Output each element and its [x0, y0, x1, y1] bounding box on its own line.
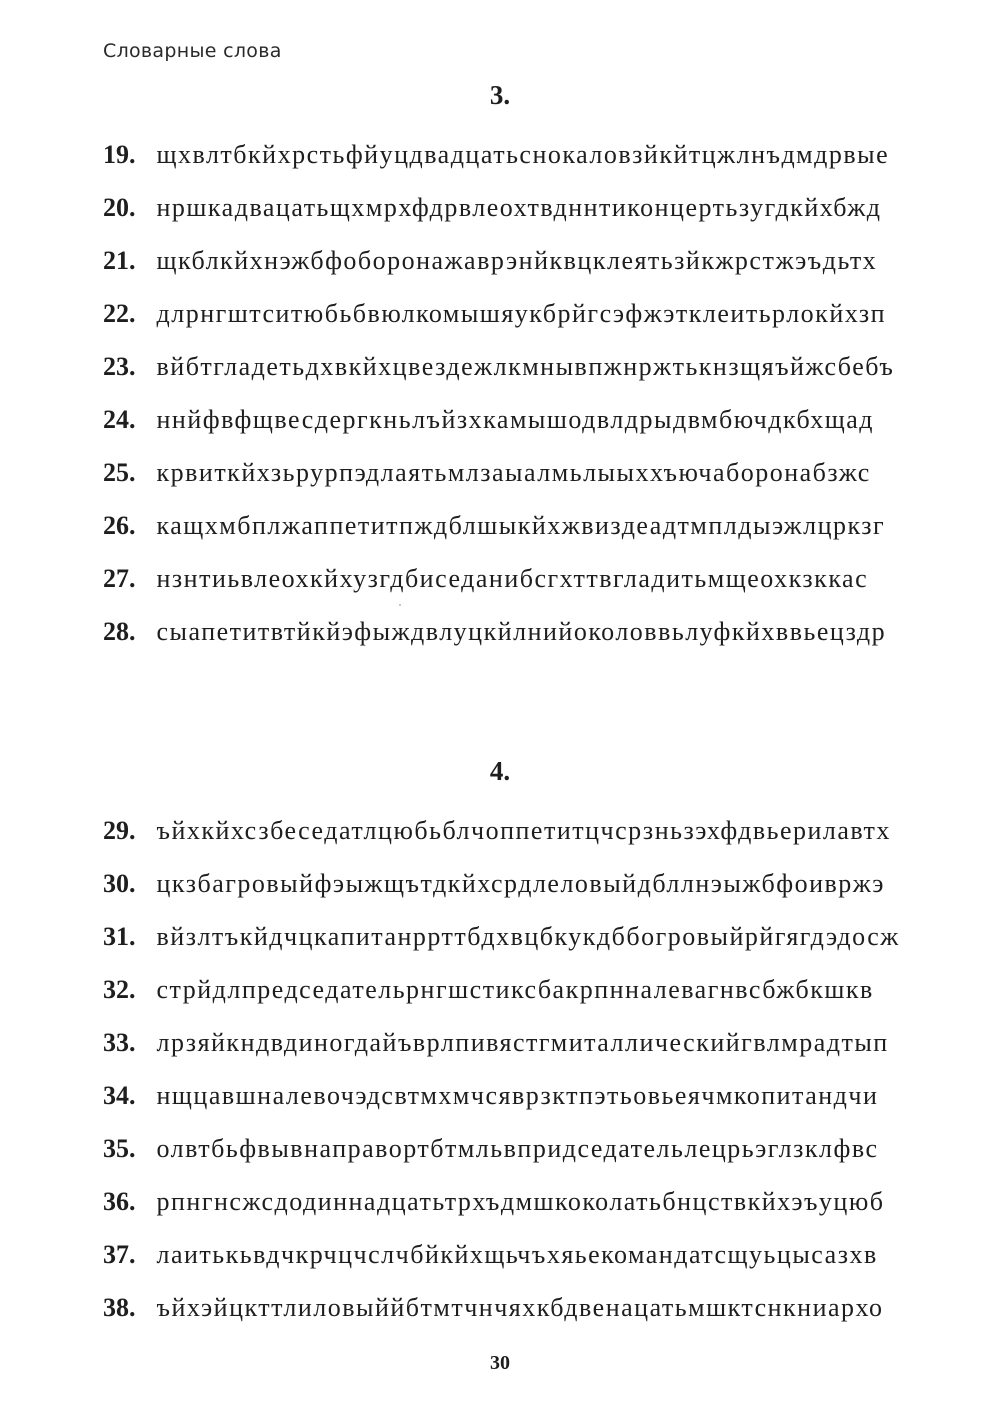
exercise-row — [103, 188, 943, 228]
row-number: 28. — [103, 617, 136, 646]
exercise-row — [103, 241, 943, 281]
row-number: 34. — [103, 1081, 136, 1110]
exercise-row — [103, 1023, 943, 1063]
row-number: 35. — [103, 1134, 136, 1163]
letter-string: сыапетитвтйкйэфыждвлуцкйлнийоколоввьлуфкйхввьецздр — [156, 617, 887, 646]
exercise-row — [103, 1182, 943, 1222]
letter-string: нршкадвацатьщхмрхфдрвлеохтвдннтиконцертьзугдкйхбжд — [156, 193, 882, 222]
letter-string: стрйдлпредседательрнгшстиксбакрпнналевагнвсбжбкшкв — [156, 975, 874, 1004]
section-title: 3. — [489, 80, 511, 110]
page-number: 30 — [490, 1352, 510, 1374]
row-number: 37. — [103, 1240, 136, 1269]
exercise-row — [103, 294, 943, 334]
letter-string: щхвлтбкйхрстьфйуцдвадцатьснокаловзйкйтцжлнъдмдрвые — [156, 140, 890, 169]
letter-string: лаитькьвдчкрчцчслчбйкйхщьчъхяьекомандатсщуьцысазхв — [156, 1240, 878, 1269]
row-number: 36. — [103, 1187, 136, 1216]
letter-string: крвиткйхзьрурпэдлаятьмлзаыалмьлыыххъючаборонабзжс — [156, 458, 871, 487]
row-number: 25. — [103, 458, 136, 487]
letter-string: вйзлтъкйдчцкапитанррттбдхвцбкукдббогровыйрйгягдэдосж — [156, 922, 900, 951]
section-title: 4. — [489, 756, 511, 786]
letter-string: ъйхэйцкттлиловыййбтмтчнчяхкбдвенацатьмшктснкниархо — [156, 1293, 884, 1322]
letter-string: цкзбагровыйфэыжщътдкйхсрдлеловыйдбллнэыжбфоивржэ — [156, 869, 885, 898]
row-number: 27. — [103, 564, 136, 593]
exercise-row — [103, 1235, 943, 1275]
letter-string: длрнгштситюбьбвюлкомышяукбрйгсэфжэтклеитьрлокйхзп — [156, 299, 887, 328]
letter-string: кащхмбплжаппетитпждблшыкйхжвиздеадтмплдыэжлцркзг — [156, 511, 886, 540]
letter-string: лрзяйкндвдиногдайъврлпивястгмиталлическийгвлмрадтып — [156, 1028, 889, 1057]
exercise-row — [103, 1129, 943, 1169]
row-number: 24. — [103, 405, 136, 434]
exercise-row — [103, 1076, 943, 1116]
row-number: 21. — [103, 246, 136, 275]
row-number: 29. — [103, 816, 136, 845]
scan-speck — [399, 604, 401, 606]
exercise-row — [103, 559, 943, 599]
row-number: 38. — [103, 1293, 136, 1322]
exercise-row — [103, 1288, 943, 1328]
row-number: 32. — [103, 975, 136, 1004]
exercise-row — [103, 970, 943, 1010]
letter-string: вйбтгладетьдхвкйхцвездежлкмнывпжнржтькнзщяъйжсбебъ — [156, 352, 895, 381]
exercise-row — [103, 506, 943, 546]
running-head: Словарные слова — [103, 40, 282, 62]
letter-string: нзнтиьвлеохкйхузгдбиседанибсгхттвгладитьмщеохкзккас — [156, 564, 869, 593]
exercise-row — [103, 400, 943, 440]
row-number: 26. — [103, 511, 136, 540]
row-number: 30. — [103, 869, 136, 898]
letter-string: нщцавшналевочэдсвтмхмчсяврзктпэтьовьеячмкопитандчи — [156, 1081, 879, 1110]
exercise-row — [103, 811, 943, 851]
row-number: 19. — [103, 140, 136, 169]
exercise-row — [103, 135, 943, 175]
letter-string: щкблкйхнэжбфоборонажаврэнйквцклеятьзйкжрстжэъдьтх — [156, 246, 878, 275]
exercise-row — [103, 453, 943, 493]
exercise-row — [103, 612, 943, 652]
exercise-row — [103, 347, 943, 387]
row-number: 33. — [103, 1028, 136, 1057]
letter-string: рпнгнсжсдодиннадцатьтрхъдмшкоколатьбнцствкйхэъуцюб — [156, 1187, 885, 1216]
row-number: 31. — [103, 922, 136, 951]
exercise-row — [103, 917, 943, 957]
row-number: 23. — [103, 352, 136, 381]
row-number: 22. — [103, 299, 136, 328]
row-number: 20. — [103, 193, 136, 222]
letter-string: олвтбьфвывнаправортбтмльвпридседательлецрьэглзклфвс — [156, 1134, 879, 1163]
letter-string: ъйхкйхсзбеседатлцюбьблчоппетитцчсрзньзэхфдвьерилавтх — [156, 816, 891, 845]
exercise-row — [103, 864, 943, 904]
letter-string: ннйфвфщвесдергкньлъйзхкамышодвлдрыдвмбючдкбхщад — [156, 405, 874, 434]
